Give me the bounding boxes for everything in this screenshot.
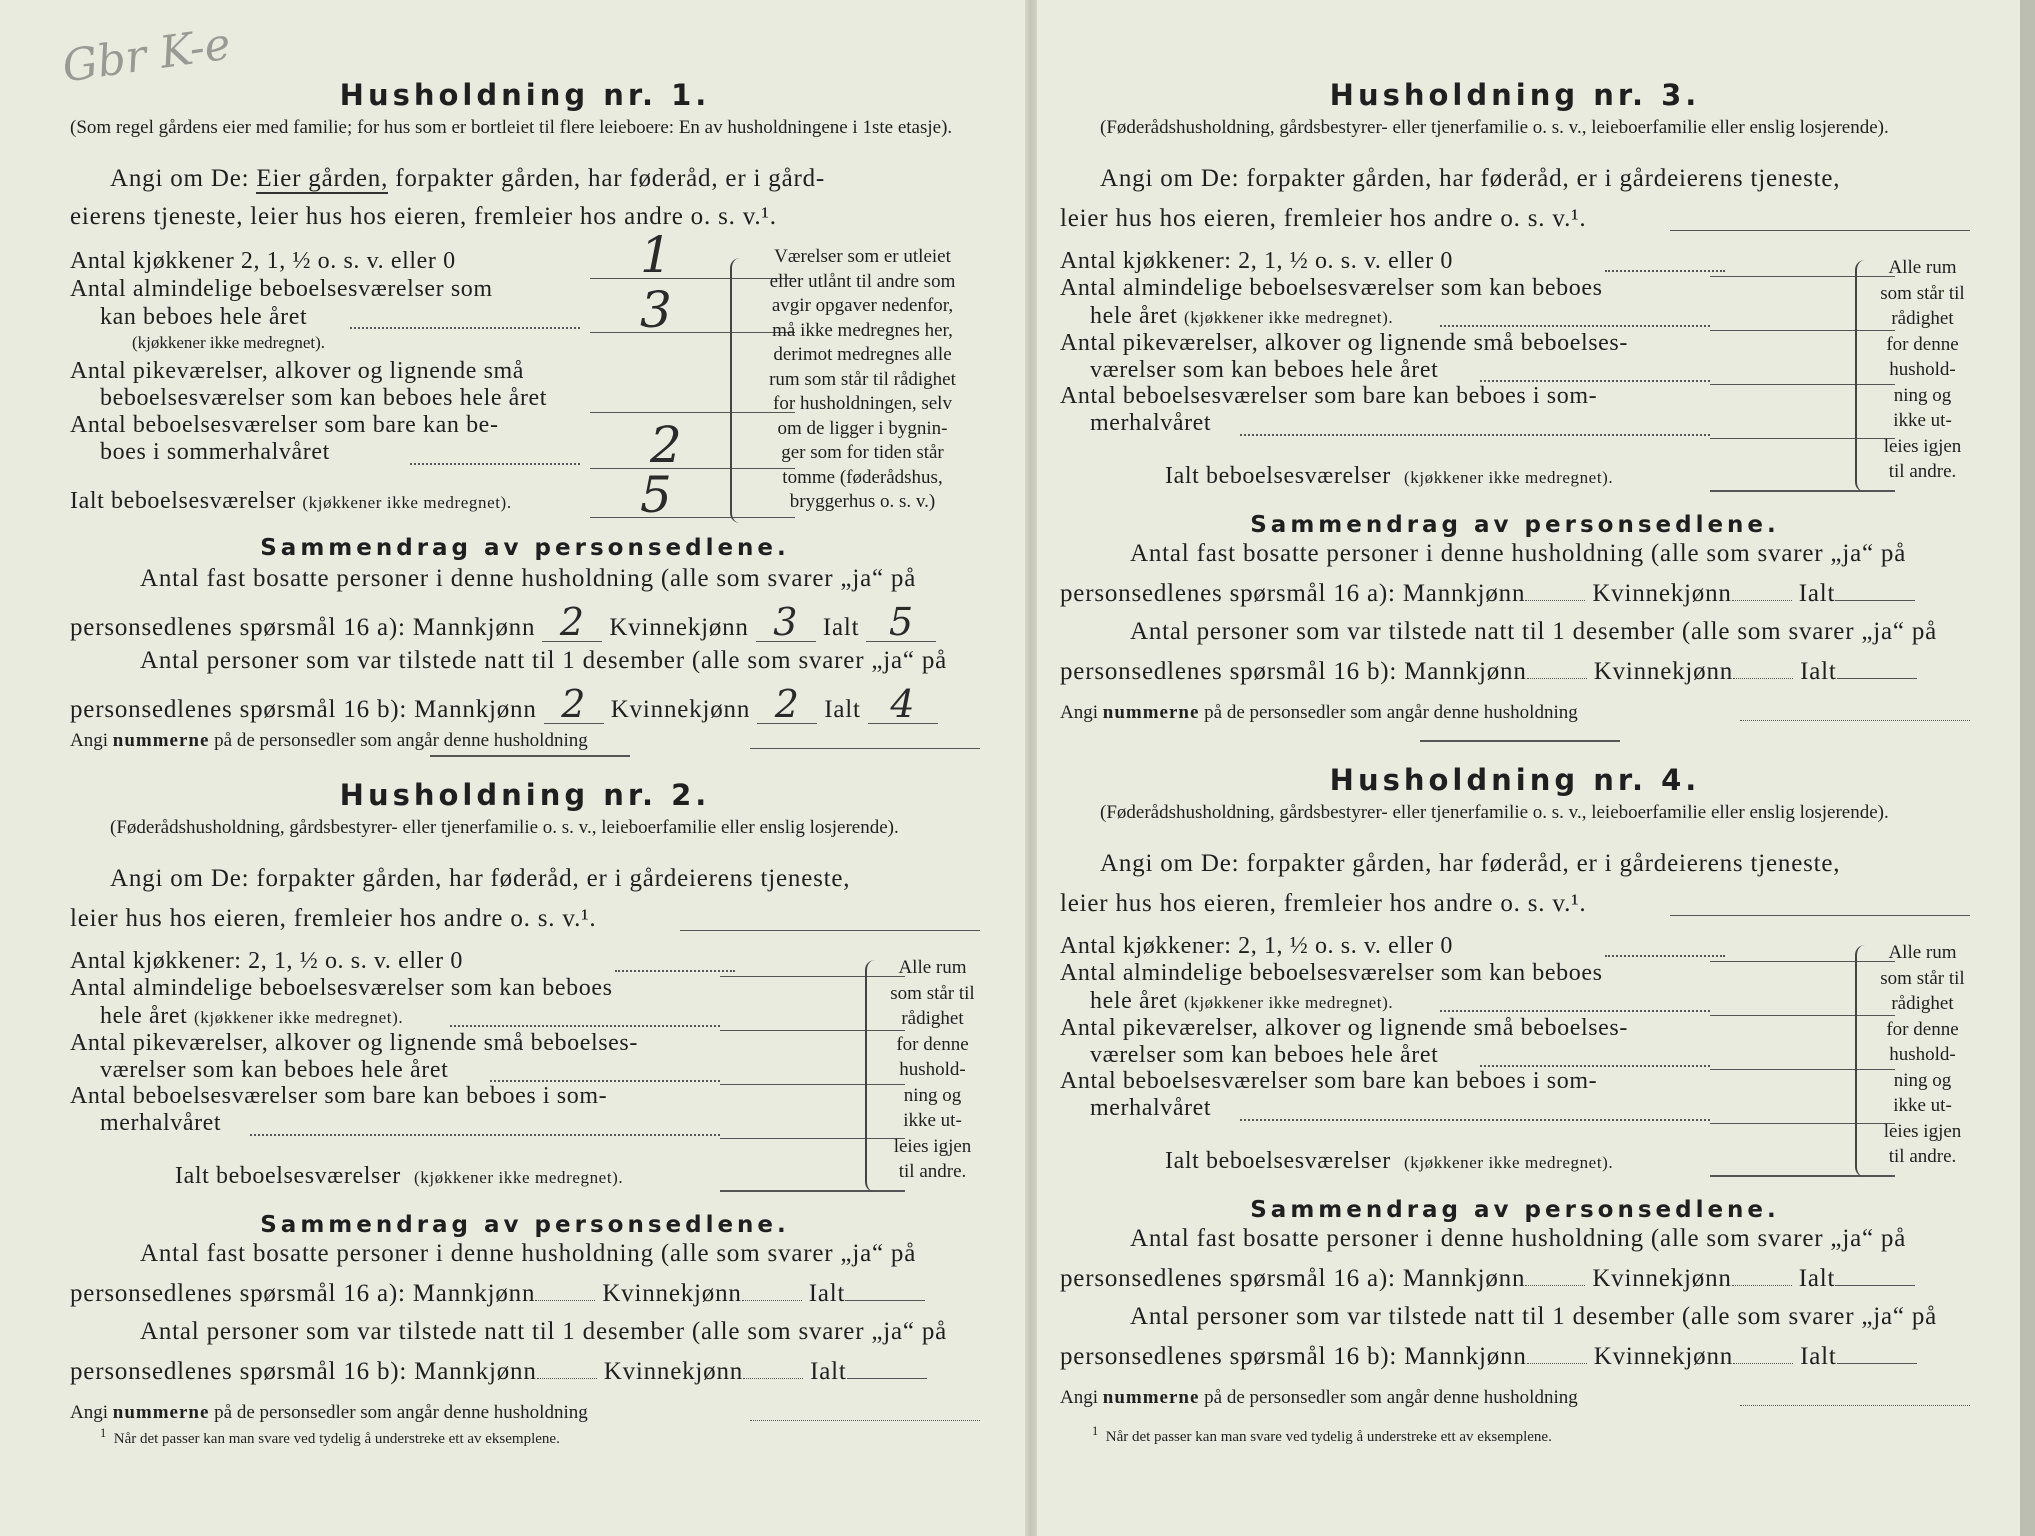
h4-total-row: Ialt beboelsesværelser (kjøkkener ikke medregnet). — [1165, 1148, 1614, 1174]
pencil-annotation: Gbr K-e — [59, 18, 234, 93]
h2-rooms-label-2: hele året (kjøkkener ikke medregnet). — [100, 1003, 404, 1029]
household-1-angi-line1: Angi om De: Eier gården, forpakter gården, har føderåd, er i gård- — [110, 165, 826, 192]
h1-b-ialt: 4 — [868, 685, 938, 724]
h1-kitchens-label: Antal kjøkkener 2, 1, ½ o. s. v. eller 0 — [70, 248, 456, 274]
h1-summer-value: 2 — [650, 416, 682, 474]
h3-rooms-label-1: Antal almindelige beboelsesværelser som kan beboes — [1060, 275, 1603, 301]
h3-rooms-label-2: hele året (kjøkkener ikke medregnet). — [1090, 303, 1394, 329]
h1-side-note-line: ger som for tiden står — [781, 442, 944, 463]
h1-a-mann: 2 — [542, 603, 602, 642]
h3-summary-a2: personsedlenes spørsmål 16 a): Mannkjønn Kvinnekjønn Ialt — [1060, 580, 1915, 608]
h2-side-note-line: til andre. — [898, 1161, 967, 1182]
h1-kitchens-value: 1 — [640, 226, 672, 284]
h1-side-note — [740, 245, 985, 515]
h3-side-note-line: ikke ut- — [1893, 410, 1952, 431]
h2-side-note-line: rådighet — [901, 1008, 964, 1029]
household-4 — [1060, 755, 1970, 1435]
h4-summary-b1: Antal personer som var tilstede natt til 1 desember (alle som svarer „ja“ på — [1130, 1303, 1938, 1330]
h1-summary-a2: personsedlenes spørsmål 16 a): Mannkjønn 2 Kvinnekjønn 3 Ialt 5 — [70, 603, 936, 642]
h2-kitchens-label: Antal kjøkkener: 2, 1, ½ o. s. v. eller 0 — [70, 948, 463, 974]
h1-a-ialt: 5 — [866, 603, 936, 642]
h1-side-note-line: tomme (føderådshus, — [782, 466, 943, 488]
household-3-title: Husholdning nr. 3. — [1329, 78, 1701, 112]
household-1 — [70, 70, 980, 750]
h3-side-note-line: til andre. — [1888, 461, 1957, 482]
h2-side-note-line: leies igjen — [893, 1135, 972, 1157]
h3-kitchens-label: Antal kjøkkener: 2, 1, ½ o. s. v. eller 0 — [1060, 248, 1453, 274]
h2-maid-label-1: Antal pikeværelser, alkover og lignende små beboelses- — [70, 1030, 638, 1056]
h1-side-note-line: Værelser som er utleiet — [774, 246, 951, 267]
h3-separator — [1420, 740, 1620, 742]
h1-summary-b1: Antal personer som var tilstede natt til 1 desember (alle som svarer „ja“ på — [140, 647, 948, 674]
household-2-angi-line1: Angi om De: forpakter gården, har føderåd, er i gårdeierens tjeneste, — [110, 865, 851, 892]
household-1-title: Husholdning nr. 1. — [339, 78, 711, 112]
h4-rooms-label-1: Antal almindelige beboelsesværelser som kan beboes — [1060, 960, 1603, 986]
h1-rooms-value: 3 — [640, 281, 672, 339]
h4-side-note-line: ning og — [1893, 1069, 1952, 1091]
h1-side-note-line: for husholdningen, selv — [773, 393, 952, 414]
h3-maid-label-1: Antal pikeværelser, alkover og lignende små beboelses- — [1060, 330, 1628, 356]
h1-summer-label-1: Antal beboelsesværelser som bare kan be- — [70, 412, 499, 438]
h3-total-row: Ialt beboelsesværelser (kjøkkener ikke medregnet). — [1165, 463, 1614, 489]
h2-rooms-label-1: Antal almindelige beboelsesværelser som kan beboes — [70, 975, 613, 1001]
h4-maid-label-1: Antal pikeværelser, alkover og lignende små beboelses- — [1060, 1015, 1628, 1041]
h1-maid-label-2: beboelsesværelser som kan beboes hele året — [100, 385, 548, 411]
h2-side-note-line: som står til — [890, 982, 975, 1004]
h4-side-note-line: som står til — [1880, 967, 1965, 989]
h2-side-note-line: ikke ut- — [903, 1110, 962, 1131]
h3-angi-nummerne: Angi nummerne på de personsedler som angår denne husholdning — [1060, 702, 1578, 723]
household-2-note: (Føderådshusholdning, gårdsbestyrer- eller tjenerfamilie o. s. v., leieboerfamilie eller enslig losjerende). — [110, 817, 899, 838]
h1-b-mann: 2 — [544, 685, 604, 724]
h4-summary-b2: personsedlenes spørsmål 16 b): Mannkjønn Kvinnekjønn Ialt — [1060, 1343, 1917, 1371]
h1-angi-nummerne: Angi nummerne på de personsedler som angår denne husholdning — [70, 730, 588, 751]
household-3-angi-line1: Angi om De: forpakter gården, har føderåd, er i gårdeierens tjeneste, — [1100, 165, 1841, 192]
h2-maid-label-2: værelser som kan beboes hele året — [100, 1057, 449, 1083]
h4-summary-a1: Antal fast bosatte personer i denne husholdning (alle som svarer „ja“ på — [1130, 1225, 1907, 1252]
page-edge — [2020, 0, 2035, 1536]
h1-separator — [430, 755, 630, 757]
h4-side-note-line: rådighet — [1891, 993, 1954, 1014]
household-2-angi-line2: leier hus hos eieren, fremleier hos andre o. s. v.¹. — [70, 905, 597, 932]
household-1-note: (Som regel gårdens eier med familie; for hus som er bortleiet til flere leieboere: En av husholdningene i 1ste etasje). — [70, 117, 953, 138]
household-2 — [70, 770, 980, 1450]
household-3-note: (Føderådshusholdning, gårdsbestyrer- eller tjenerfamilie o. s. v., leieboerfamilie eller enslig losjerende). — [1100, 117, 1889, 138]
h2-side-note-line: hushold- — [899, 1059, 966, 1080]
h1-b-kvinne: 2 — [757, 685, 817, 724]
h4-summary-a2: personsedlenes spørsmål 16 a): Mannkjønn Kvinnekjønn Ialt — [1060, 1265, 1915, 1293]
h4-side-note-line: Alle rum — [1888, 942, 1957, 963]
footnote-left: $^1$ Når det passer kan man svare ved tydelig å understreke ett av eksemplene. — [100, 1426, 560, 1447]
h4-side-note — [1865, 940, 1980, 1170]
h4-rooms-label-2: hele året (kjøkkener ikke medregnet). — [1090, 988, 1394, 1014]
h2-summary-title: Sammendrag av personsedlene. — [260, 1212, 790, 1238]
h3-maid-label-2: værelser som kan beboes hele året — [1090, 357, 1439, 383]
h3-side-note-line: rådighet — [1891, 308, 1954, 329]
h3-side-note-line: som står til — [1880, 282, 1965, 304]
h4-side-note-line: hushold- — [1889, 1044, 1956, 1065]
h2-summary-b2: personsedlenes spørsmål 16 b): Mannkjønn Kvinnekjønn Ialt — [70, 1358, 927, 1386]
h3-side-note-line: hushold- — [1889, 359, 1956, 380]
h4-kitchens-label: Antal kjøkkener: 2, 1, ½ o. s. v. eller 0 — [1060, 933, 1453, 959]
h1-side-note-line: bryggerhus o. s. v.) — [789, 491, 936, 512]
footnote-right: $^1$ Når det passer kan man svare ved tydelig å understreke ett av eksemplene. — [1092, 1424, 1552, 1445]
h4-side-note-line: for denne — [1886, 1018, 1959, 1040]
household-4-angi-line2: leier hus hos eieren, fremleier hos andre o. s. v.¹. — [1060, 890, 1587, 917]
h2-side-note-line: Alle rum — [898, 957, 967, 978]
h4-maid-label-2: værelser som kan beboes hele året — [1090, 1042, 1439, 1068]
h1-rooms-label-1: Antal almindelige beboelsesværelser som — [70, 276, 493, 302]
h1-a-kvinne: 3 — [756, 603, 816, 642]
h4-summary-title: Sammendrag av personsedlene. — [1250, 1197, 1780, 1223]
h3-summary-a1: Antal fast bosatte personer i denne husholdning (alle som svarer „ja“ på — [1130, 540, 1907, 567]
h3-side-note-line: leies igjen — [1883, 435, 1962, 457]
h3-side-note-line: Alle rum — [1888, 257, 1957, 278]
household-1-angi-line2: eierens tjeneste, leier hus hos eieren, fremleier hos andre o. s. v.¹. — [70, 203, 777, 230]
h1-side-note-line: avgir opgaver nedenfor, — [771, 295, 954, 316]
h1-summary-b2: personsedlenes spørsmål 16 b): Mannkjønn 2 Kvinnekjønn 2 Ialt 4 — [70, 685, 938, 724]
h2-summary-a1: Antal fast bosatte personer i denne husholdning (alle som svarer „ja“ på — [140, 1240, 917, 1267]
household-2-title: Husholdning nr. 2. — [339, 778, 711, 812]
h4-side-note-line: leies igjen — [1883, 1120, 1962, 1142]
h3-summary-b1: Antal personer som var tilstede natt til 1 desember (alle som svarer „ja“ på — [1130, 618, 1938, 645]
h2-total-row: Ialt beboelsesværelser (kjøkkener ikke medregnet). — [175, 1163, 624, 1189]
h3-side-note-line: for denne — [1886, 333, 1959, 355]
h1-summer-label-2: boes i sommerhalvåret — [100, 439, 330, 465]
page-fold — [1025, 0, 1037, 1536]
household-4-angi-line1: Angi om De: forpakter gården, har føderåd, er i gårdeierens tjeneste, — [1100, 850, 1841, 877]
eier-garden-underlined: Eier gården, — [256, 165, 389, 192]
h2-side-note-line: for denne — [896, 1033, 969, 1055]
h1-summary-a1: Antal fast bosatte personer i denne husholdning (alle som svarer „ja“ på — [140, 565, 917, 592]
h2-side-note — [875, 955, 990, 1185]
h1-rooms-label-2: kan beboes hele året — [100, 304, 308, 330]
household-4-title: Husholdning nr. 4. — [1329, 763, 1701, 797]
h3-side-note — [1865, 255, 1980, 485]
h2-side-note-line: ning og — [903, 1084, 962, 1106]
h2-summer-label-1: Antal beboelsesværelser som bare kan beboes i som- — [70, 1083, 608, 1109]
household-3 — [1060, 70, 1970, 750]
household-4-note: (Føderådshusholdning, gårdsbestyrer- eller tjenerfamilie o. s. v., leieboerfamilie eller enslig losjerende). — [1100, 802, 1889, 823]
h1-total-row: Ialt beboelsesværelser (kjøkkener ikke medregnet). — [70, 488, 512, 514]
h1-total-value: 5 — [640, 466, 672, 524]
h1-rooms-sub: (kjøkkener ikke medregnet). — [132, 333, 326, 352]
h3-summer-label-2: merhalvåret — [1090, 410, 1212, 436]
h2-summer-label-2: merhalvåret — [100, 1110, 222, 1136]
h2-angi-nummerne: Angi nummerne på de personsedler som angår denne husholdning — [70, 1402, 588, 1423]
h4-summer-label-2: merhalvåret — [1090, 1095, 1212, 1121]
household-3-angi-line2: leier hus hos eieren, fremleier hos andre o. s. v.¹. — [1060, 205, 1587, 232]
h1-maid-label-1: Antal pikeværelser, alkover og lignende små — [70, 358, 525, 384]
h4-angi-nummerne: Angi nummerne på de personsedler som angår denne husholdning — [1060, 1387, 1578, 1408]
h3-side-note-line: ning og — [1893, 384, 1952, 406]
h4-summer-label-1: Antal beboelsesværelser som bare kan beboes i som- — [1060, 1068, 1598, 1094]
h1-side-note-line: rum som står til rådighet — [769, 368, 956, 390]
h1-side-note-line: må ikke medregnes her, — [772, 319, 953, 341]
h1-side-note-line: derimot medregnes alle — [773, 344, 952, 365]
h1-side-note-line: eller utlånt til andre som — [769, 270, 956, 292]
h2-summary-a2: personsedlenes spørsmål 16 a): Mannkjønn Kvinnekjønn Ialt — [70, 1280, 925, 1308]
h1-side-note-line: om de ligger i bygnin- — [777, 417, 948, 439]
h3-summary-title: Sammendrag av personsedlene. — [1250, 512, 1780, 538]
h2-summary-b1: Antal personer som var tilstede natt til 1 desember (alle som svarer „ja“ på — [140, 1318, 948, 1345]
h3-summary-b2: personsedlenes spørsmål 16 b): Mannkjønn Kvinnekjønn Ialt — [1060, 658, 1917, 686]
h4-side-note-line: ikke ut- — [1893, 1095, 1952, 1116]
h1-summary-title: Sammendrag av personsedlene. — [260, 535, 790, 561]
h3-summer-label-1: Antal beboelsesværelser som bare kan beboes i som- — [1060, 383, 1598, 409]
h4-side-note-line: til andre. — [1888, 1146, 1957, 1167]
